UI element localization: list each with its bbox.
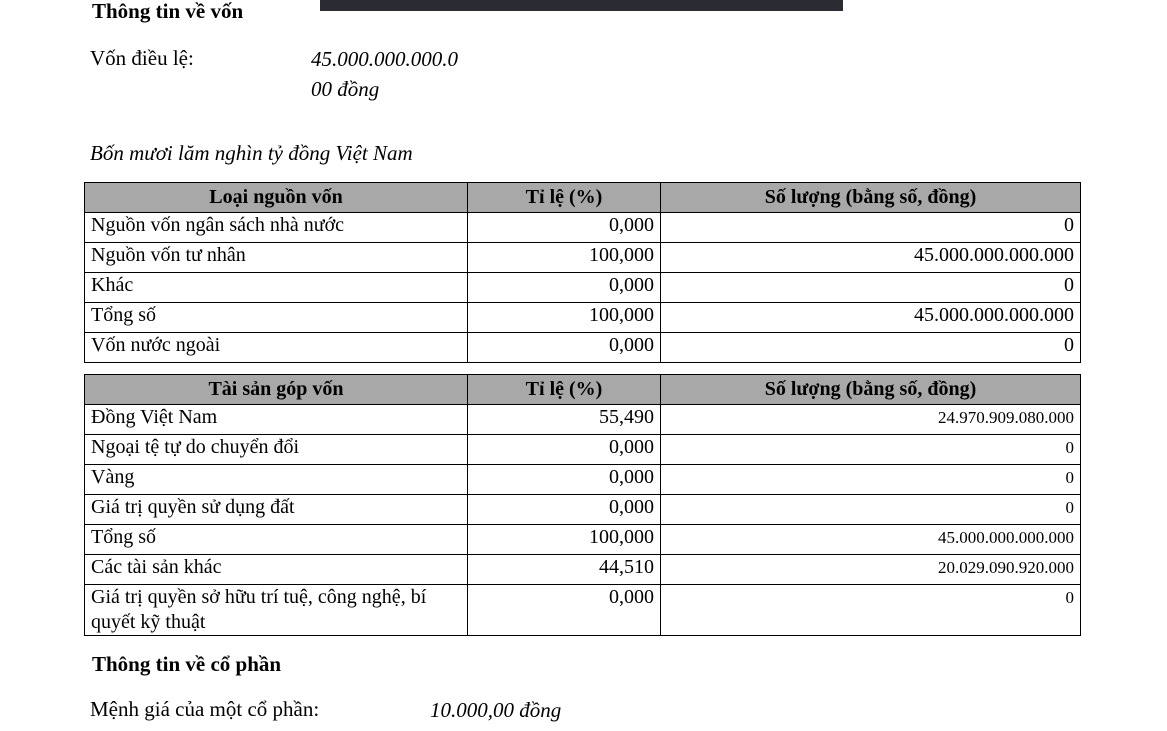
column-header-source-type: Loại nguồn vốn (85, 183, 468, 213)
cell-source-amount: 0 (661, 213, 1081, 243)
cell-asset-amount: 0 (661, 495, 1081, 525)
table-header-row (85, 183, 1081, 213)
cell-source-name: Vốn nước ngoài (85, 333, 468, 363)
cell-source-rate: 100,000 (468, 303, 661, 333)
cell-asset-rate: 100,000 (468, 525, 661, 555)
cell-asset-name: Vàng (85, 465, 468, 495)
charter-capital-value-line2: 00 đồng (311, 77, 380, 101)
shares-section-heading: Thông tin về cổ phần (92, 652, 282, 676)
cell-asset-amount: 24.970.909.080.000 (661, 405, 1081, 435)
par-value-amount: 10.000,00 đồng (430, 698, 562, 722)
cell-source-amount: 45.000.000.000.000 (661, 243, 1081, 273)
cell-asset-amount: 0 (661, 585, 1081, 636)
cell-source-amount: 0 (661, 273, 1081, 303)
cell-asset-name: Ngoại tệ tự do chuyển đổi (85, 435, 468, 465)
column-header-rate: Tỉ lệ (%) (468, 375, 661, 405)
cell-asset-amount: 20.029.090.920.000 (661, 555, 1081, 585)
table-row (85, 525, 1081, 555)
table-row (85, 273, 1081, 303)
cell-asset-amount: 0 (661, 435, 1081, 465)
cell-source-name: Tổng số (85, 303, 468, 333)
cell-source-rate: 0,000 (468, 213, 661, 243)
table-row (85, 555, 1081, 585)
cell-source-amount: 45.000.000.000.000 (661, 303, 1081, 333)
cell-source-rate: 100,000 (468, 243, 661, 273)
par-value-label: Mệnh giá của một cổ phần: (90, 697, 320, 721)
cell-source-rate: 0,000 (468, 333, 661, 363)
cell-asset-name: Đồng Việt Nam (85, 405, 468, 435)
cell-asset-name: Giá trị quyền sử dụng đất (85, 495, 468, 525)
cell-asset-amount: 0 (661, 465, 1081, 495)
charter-capital-value (311, 44, 526, 104)
cell-asset-amount: 45.000.000.000.000 (661, 525, 1081, 555)
column-header-amount: Số lượng (bằng số, đồng) (661, 183, 1081, 213)
table-header-row (85, 375, 1081, 405)
table-row (85, 435, 1081, 465)
column-header-amount: Số lượng (bằng số, đồng) (661, 375, 1081, 405)
charter-capital-value-line1: 45.000.000.000.0 (311, 47, 458, 71)
cell-asset-rate: 0,000 (468, 465, 661, 495)
contributed-assets-table (84, 374, 1081, 636)
cell-asset-rate: 44,510 (468, 555, 661, 585)
column-header-asset-type: Tài sản góp vốn (85, 375, 468, 405)
cell-asset-name: Tổng số (85, 525, 468, 555)
cell-asset-rate: 0,000 (468, 435, 661, 465)
table-row (85, 465, 1081, 495)
cell-asset-rate: 0,000 (468, 585, 661, 636)
table-row (85, 243, 1081, 273)
table-row (85, 495, 1081, 525)
column-header-rate: Tỉ lệ (%) (468, 183, 661, 213)
cell-asset-name: Các tài sản khác (85, 555, 468, 585)
table-row (85, 585, 1081, 636)
capital-section-heading: Thông tin về vốn (92, 0, 244, 23)
cell-source-rate: 0,000 (468, 273, 661, 303)
charter-capital-label: Vốn điều lệ: (90, 46, 194, 70)
cell-asset-name: Giá trị quyền sở hữu trí tuệ, công nghệ, bí quyết kỹ thuật (85, 585, 468, 636)
cell-source-name: Nguồn vốn tư nhân (85, 243, 468, 273)
table-row (85, 333, 1081, 363)
cell-asset-rate: 55,490 (468, 405, 661, 435)
table-row (85, 405, 1081, 435)
cell-asset-rate: 0,000 (468, 495, 661, 525)
cropped-toolbar-bar (320, 0, 843, 11)
table-row (85, 303, 1081, 333)
cell-source-amount: 0 (661, 333, 1081, 363)
capital-sources-table (84, 182, 1081, 363)
cell-source-name: Khác (85, 273, 468, 303)
table-row (85, 213, 1081, 243)
amount-in-words: Bốn mươi lăm nghìn tỷ đồng Việt Nam (90, 141, 413, 165)
cell-source-name: Nguồn vốn ngân sách nhà nước (85, 213, 468, 243)
